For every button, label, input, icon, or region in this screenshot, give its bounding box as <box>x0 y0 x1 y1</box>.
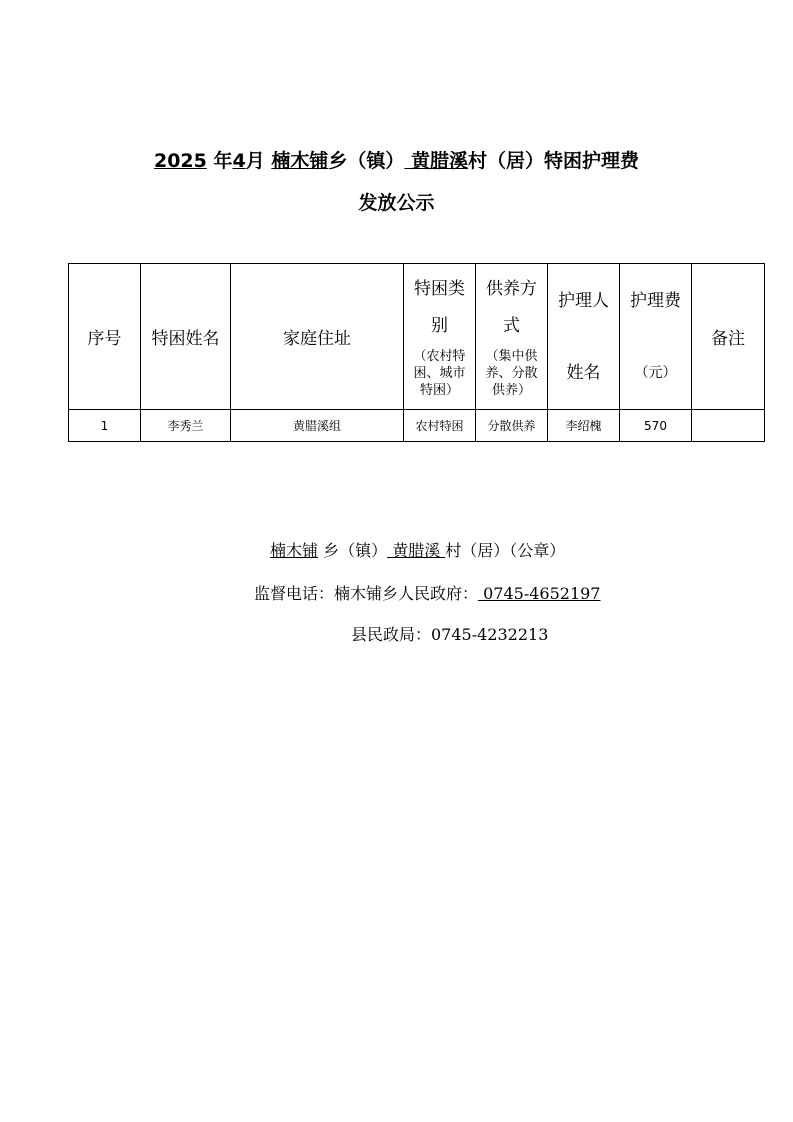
header-remark: 备注 <box>692 264 765 410</box>
header-seq: 序号 <box>69 264 141 410</box>
table-header-row <box>69 264 765 410</box>
phone-label: 监督电话：楠木铺乡人民政府： <box>254 584 479 603</box>
cell-remark <box>692 410 765 442</box>
cell-fee: 570 <box>620 410 692 442</box>
notice-title <box>0 146 793 173</box>
cell-address: 黄腊溪组 <box>231 410 404 442</box>
header-category: 特困类 别 （农村特困、城市特困） <box>404 264 476 410</box>
footer-village: 黄腊溪 <box>387 541 446 560</box>
cell-category: 农村特困 <box>404 410 476 442</box>
phone-value: 0745-4652197 <box>478 584 601 603</box>
title-township: 楠木铺 <box>271 150 329 172</box>
cell-name: 李秀兰 <box>141 410 231 442</box>
header-address: 家庭住址 <box>231 264 404 410</box>
notice-subtitle: 发放公示 <box>358 192 435 214</box>
seal-line <box>270 538 690 561</box>
cell-caregiver: 李绍槐 <box>548 410 620 442</box>
title-village-suffix: 村（居）特困护理费 <box>468 150 640 172</box>
header-support: 供养方 式 （集中供养、分散供养） <box>476 264 548 410</box>
cell-seq: 1 <box>69 410 141 442</box>
title-township-suffix: 乡（镇） <box>328 150 405 172</box>
header-caregiver: 护理人 姓名 <box>548 264 620 410</box>
footer-township-suffix: 乡（镇） <box>318 541 388 560</box>
header-fee: 护理费 （元） <box>620 264 692 410</box>
notice-table <box>68 263 765 442</box>
footer-village-suffix: 村（居）（公章） <box>445 541 566 560</box>
title-month: 4 <box>232 150 246 172</box>
bureau-phone-line: 县民政局：0745-4232213 <box>351 625 549 644</box>
table-row <box>69 410 765 442</box>
title-month-suffix: 月 <box>245 150 272 172</box>
footer-township: 楠木铺 <box>270 541 319 560</box>
supervision-phone-line <box>254 581 714 604</box>
cell-support: 分散供养 <box>476 410 548 442</box>
header-name: 特困姓名 <box>141 264 231 410</box>
title-year: 2025 <box>153 150 207 172</box>
title-village: 黄腊溪 <box>404 150 468 172</box>
title-year-suffix: 年 <box>206 150 233 172</box>
